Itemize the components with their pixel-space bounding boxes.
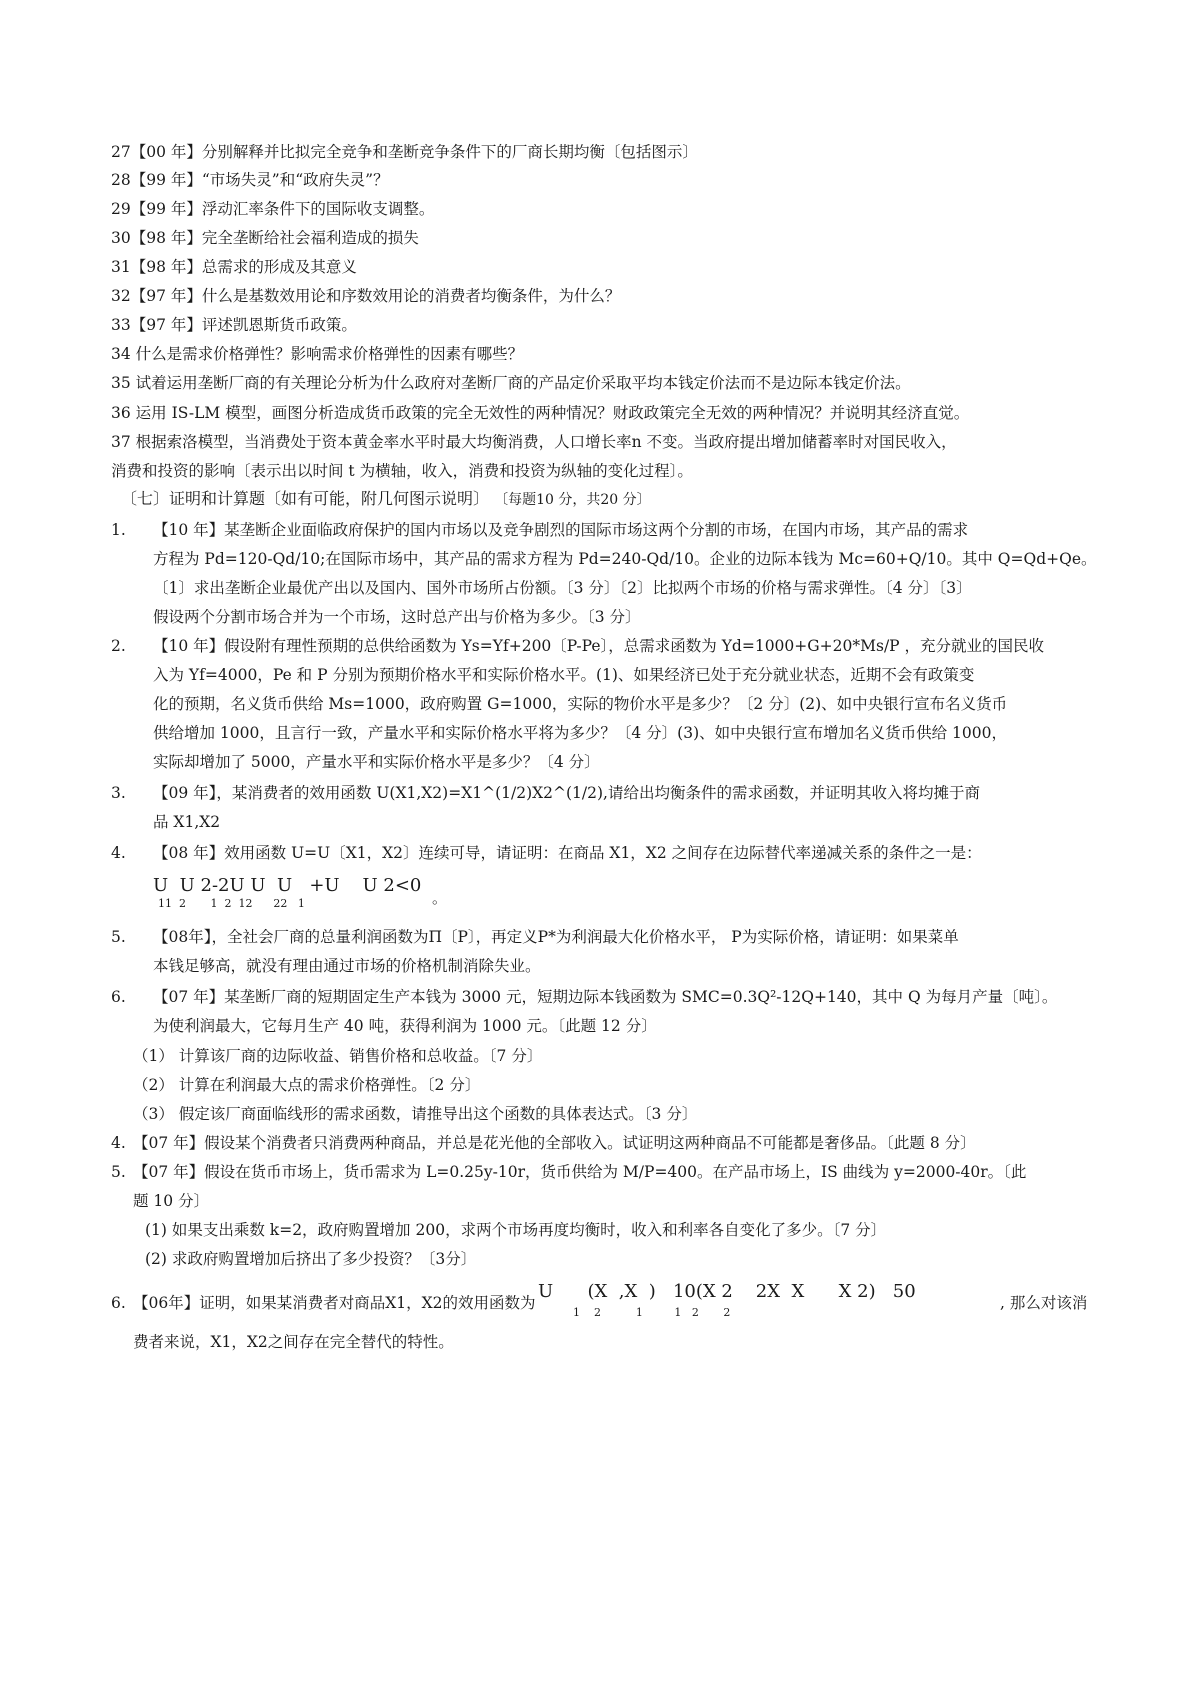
question-31: 31【98 年】总需求的形成及其意义: [111, 258, 357, 276]
problem-9-line-end: , 那么对该消: [1000, 1294, 1088, 1312]
problem-3-line: 【09 年】，某消费者的效用函数 U(X1,X2)=X1^(1/2)X2^(1/2),请给出均衡条件的需求函数，并证明其收入将均摊于商: [153, 784, 980, 802]
section-note: 〔每题10 分，共20 分〕: [494, 492, 651, 508]
question-36: 36 运用 IS-LM 模型，画图分析造成货币政策的完全无效性的两种情况？财政政策完全无效的两种情况？并说明其经济直觉。: [111, 404, 970, 422]
problem-6-subquestion: （2） 计算在利润最大点的需求价格弹性。〔2 分〕: [133, 1076, 481, 1094]
question-33: 33【97 年】评述凯恩斯货币政策。: [111, 316, 357, 334]
question-32: 32【97 年】什么是基数效用论和序数效用论的消费者均衡条件，为什么？: [111, 287, 621, 305]
question-34: 34 什么是需求价格弹性？影响需求价格弹性的因素有哪些？: [111, 345, 524, 363]
problem-4-formula-end: 。: [432, 889, 448, 907]
problem-2-line: 化的预期，名义货币供给 Ms=1000，政府购置 G=1000，实际的物价水平是多少？〔2 分〕(2)、如中央银行宣布名义货币: [153, 695, 1008, 713]
question-37-continued: 消费和投资的影响〔表示出以时间 t 为横轴，收入，消费和投资为纵轴的变化过程〕。: [111, 462, 693, 480]
problem-8-number: 5.: [111, 1163, 126, 1181]
problem-9-formula-subscripts: 1 2 1 1 2 2: [538, 1306, 731, 1319]
section-title: 〔七〕证明和计算题〔如有可能，附几何图示说明〕: [121, 489, 490, 508]
question-30: 30【98 年】完全垄断给社会福利造成的损失: [111, 229, 419, 247]
problem-5-line: 本钱足够高，就没有理由通过市场的价格机制消除失业。: [153, 957, 541, 975]
problem-2-line: 【10 年】假设附有理性预期的总供给函数为 Ys=Yf+200〔P-Pe〕，总需求函数为 Yd=1000+G+20*Ms/P ，充分就业的国民收: [153, 637, 1045, 655]
question-27: 27【00 年】分别解释并比拟完全竞争和垄断竞争条件下的厂商长期均衡〔包括图示〕: [111, 143, 698, 161]
problem-1-line: 方程为 Pd=120-Qd/10;在国际市场中，其产品的需求方程为 Pd=240-Qd/10。企业的边际本钱为 Mc=60+Q/10。其中 Q=Qd+Qe。: [153, 550, 1097, 568]
problem-6-subquestion: （3） 假定该厂商面临线形的需求函数，请推导出这个函数的具体表达式。〔3 分〕: [133, 1105, 698, 1123]
problem-8-subquestion: (2) 求政府购置增加后挤出了多少投资？〔3分〕: [145, 1250, 477, 1268]
problem-8-line: 题 10 分〕: [133, 1192, 210, 1210]
problem-3-number: 3.: [111, 784, 126, 802]
problem-6-line: 【07 年】某垄断厂商的短期固定生产本钱为 3000 元，短期边际本钱函数为 SMC=0.3Q²-12Q+140，其中 Q 为每月产量〔吨〕。: [153, 988, 1058, 1006]
problem-9-line: 费者来说，X1，X2之间存在完全替代的特性。: [133, 1333, 454, 1351]
problem-5-line: 【08年】，全社会厂商的总量利润函数为Π〔P〕，再定义P*为利润最大化价格水平， P为实际价格，请证明：如果菜单: [153, 928, 959, 946]
problem-6-subquestion: （1） 计算该厂商的边际收益、销售价格和总收益。〔7 分〕: [133, 1047, 543, 1065]
problem-7-line: 【07 年】假设某个消费者只消费两种商品，并总是花光他的全部收入。试证明这两种商品不可能都是奢侈品。〔此题 8 分〕: [133, 1134, 976, 1152]
problem-4-number: 4.: [111, 844, 126, 862]
question-29: 29【99 年】浮动汇率条件下的国际收支调整。: [111, 200, 435, 218]
problem-8-line: 【07 年】假设在货币市场上，货币需求为 L=0.25y-10r，货币供给为 M/P=400。在产品市场上，IS 曲线为 y=2000-40r。〔此: [133, 1163, 1027, 1181]
problem-9-number: 6.: [111, 1294, 126, 1312]
problem-4-formula: U U 2-2U U U +U U 2<0: [153, 875, 422, 896]
problem-9-formula: U (X ,X ) 10(X 2 2X X X 2) 50: [538, 1281, 916, 1302]
question-28: 28【99 年】“市场失灵”和“政府失灵”？: [111, 171, 389, 189]
problem-5-number: 5.: [111, 928, 126, 946]
problem-2-line: 入为 Yf=4000，Pe 和 P 分别为预期价格水平和实际价格水平。(1)、如果经济已处于充分就业状态，近期不会有政策变: [153, 666, 975, 684]
problem-2-line: 实际却增加了 5000，产量水平和实际价格水平是多少？〔4 分〕: [153, 753, 600, 771]
problem-7-number: 4.: [111, 1134, 126, 1152]
section-heading: [121, 489, 1101, 510]
problem-9-line: 【06年】证明，如果某消费者对商品X1，X2的效用函数为: [133, 1294, 536, 1312]
problem-4-formula-subscripts: 11 2 1 2 12 22 1: [158, 897, 305, 910]
problem-1-number: 1.: [111, 521, 126, 539]
problem-6-number: 6.: [111, 988, 126, 1006]
problem-1-line: 假设两个分割市场合并为一个市场，这时总产出与价格为多少。〔3 分〕: [153, 608, 641, 626]
problem-3-line: 品 X1,X2: [153, 813, 221, 831]
problem-4-line: 【08 年】效用函数 U=U〔X1，X2〕连续可导，请证明：在商品 X1，X2 之间存在边际替代率递减关系的条件之一是：: [153, 844, 982, 862]
problem-2-number: 2.: [111, 637, 126, 655]
question-35: 35 试着运用垄断厂商的有关理论分析为什么政府对垄断厂商的产品定价采取平均本钱定价法而不是边际本钱定价法。: [111, 374, 911, 392]
problem-1-line: 【10 年】某垄断企业面临政府保护的国内市场以及竞争剧烈的国际市场这两个分割的市场，在国内市场，其产品的需求: [153, 521, 969, 539]
problem-2-line: 供给增加 1000，且言行一致，产量水平和实际价格水平将为多少？〔4 分〕(3)、如中央银行宣布增加名义货币供给 1000，: [153, 724, 1007, 742]
question-37: 37 根据索洛模型，当消费处于资本黄金率水平时最大均衡消费，人口增长率n 不变。当政府提出增加储蓄率时对国民收入，: [111, 433, 957, 451]
problem-6-line: 为使利润最大，它每月生产 40 吨，获得利润为 1000 元。〔此题 12 分〕: [153, 1017, 657, 1035]
problem-8-subquestion: (1) 如果支出乘数 k=2，政府购置增加 200，求两个市场再度均衡时，收入和利率各自变化了多少。〔7 分〕: [145, 1221, 887, 1239]
problem-1-line: 〔1〕求出垄断企业最优产出以及国内、国外市场所占份额。〔3 分〕〔2〕比拟两个市场的价格与需求弹性。〔4 分〕〔3〕: [153, 579, 972, 597]
